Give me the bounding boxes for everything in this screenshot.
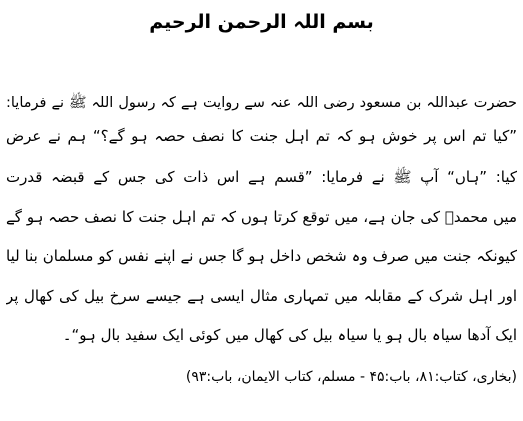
hadith-line-7: ایک آدھا سیاہ بال ہو یا سیاہ بیل کی کھال میں کوئی ایک سفید بال ہو“۔ (62, 326, 517, 344)
hadith-line-5: کیونکہ جنت میں صرف وہ شخص داخل ہو گا جس نے اپنے نفس کو مسلمان بنا لیا (6, 247, 517, 265)
bismillah-title: بسم اللہ الرحمن الرحیم (149, 11, 374, 33)
hadith-line-6: اور اہل شرک کے مقابلہ میں تمہاری مثال ایسی ہے جیسے سرخ بیل کی کھال پر (6, 287, 517, 305)
hadith-line-4: میں محمدؐ کی جان ہے، میں توقع کرتا ہوں کہ تم اہل جنت کا نصف حصہ ہو گے (6, 208, 517, 226)
hadith-line-3: کیا: ”ہاں“ آپ ﷺ نے فرمایا: ”قسم ہے اس ذات کی جس کے قبضہ قدرت (6, 168, 517, 186)
hadith-line-2: ”کیا تم اس پر خوش ہو کہ تم اہل جنت کا نصف حصہ ہو گے؟“ ہم نے عرض (6, 127, 517, 145)
hadith-reference: (بخاری، کتاب:۸۱، باب:۴۵ - مسلم، کتاب الایمان، باب:۹۳) (185, 369, 517, 385)
hadith-line-1: حضرت عبداللہ بن مسعود رضی اللہ عنہ سے روایت ہے کہ رسول اللہ ﷺ نے فرمایا: (6, 95, 517, 111)
